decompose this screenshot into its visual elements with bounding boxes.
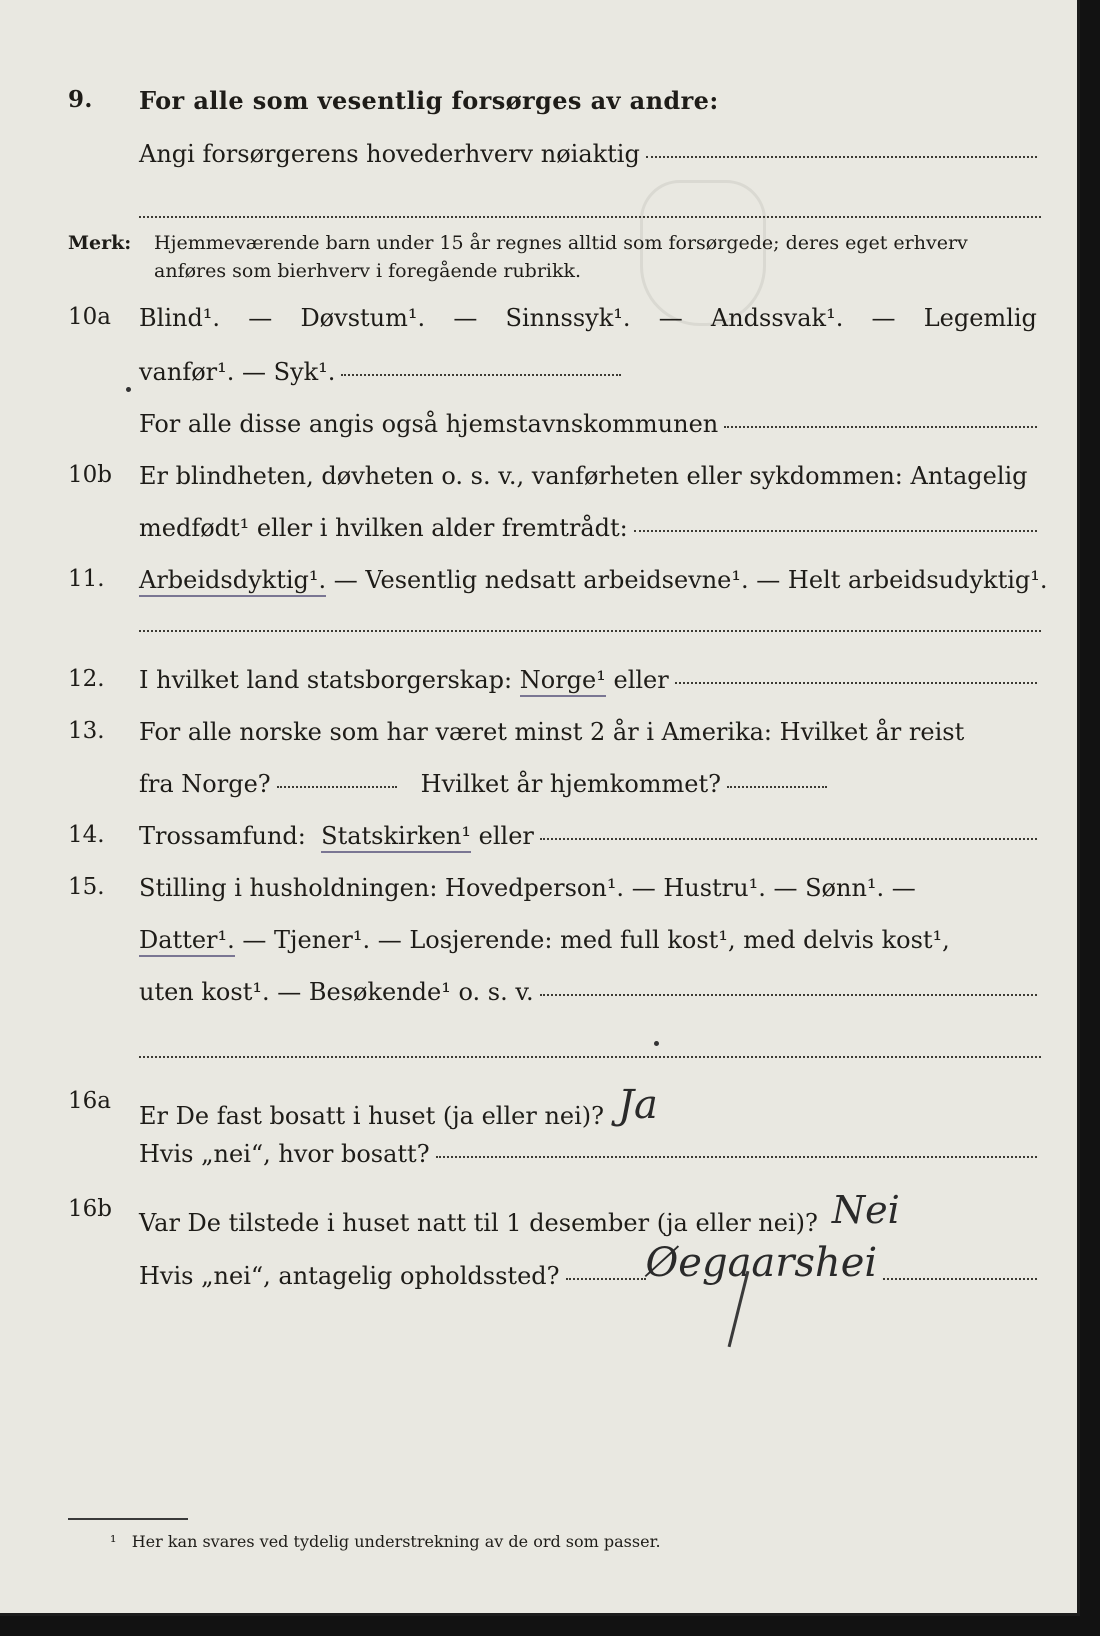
question-text: Angi forsørgerens hovederhverv nøiaktig [139,140,640,168]
question-text: Hvis „nei“, antagelig opholdssted? [139,1262,560,1290]
dash: — [658,304,683,332]
question-number: 15. [68,874,105,900]
ink-dot [654,1041,659,1046]
answer-line[interactable] [139,630,1041,632]
answer-field[interactable] [646,155,1037,158]
question-10b-line2 [0,514,1077,572]
question-text: Hvilket år hjemkommet? [420,770,722,798]
handwritten-answer[interactable]: Øegaarshei [645,1240,878,1286]
question-10a [0,304,1077,362]
question-10a-line3 [0,410,1077,468]
question-9-sub [0,140,1077,198]
footnote [110,1532,661,1551]
option-statskirken[interactable]: Statskirken¹ [321,822,471,853]
question-number: 9. [68,86,93,113]
answer-field[interactable] [540,837,1037,840]
question-10a-line2 [0,358,1077,416]
question-number: 11. [68,566,105,592]
question-text: Er blindheten, døvheten o. s. v., vanførheten eller sykdommen: Antagelig [139,462,1028,490]
question-11 [0,566,1077,624]
question-14 [0,822,1077,880]
question-12 [0,666,1077,724]
option-dovstum[interactable]: Døvstum¹. [300,304,426,332]
question-text: Trossamfund: [139,822,306,850]
question-number: 12. [68,666,105,692]
question-text: For alle norske som har været minst 2 år i Amerika: Hvilket år reist [139,718,965,746]
question-15-line3 [0,978,1077,1036]
question-text: Hvis „nei“, hvor bosatt? [139,1140,430,1168]
option-arbeidsdyktig[interactable]: Arbeidsdyktig¹. [139,566,326,597]
answer-field[interactable] [634,529,1037,532]
handwritten-answer[interactable]: Ja [618,1082,658,1128]
option-blind[interactable]: Blind¹. [139,304,221,332]
question-text: vanfør¹. — Syk¹. [139,358,336,386]
question-text: uten kost¹. — Besøkende¹ o. s. v. [139,978,534,1006]
answer-line[interactable] [139,216,1041,218]
question-13-line2 [0,770,1077,828]
ink-dot [126,387,131,392]
answer-field-reist[interactable] [277,785,397,788]
option-datter[interactable]: Datter¹. [139,926,235,957]
dash: — [453,304,478,332]
handwritten-answer[interactable]: Nei [831,1188,900,1232]
option-norge[interactable]: Norge¹ [520,666,606,697]
question-text: I hvilket land statsborgerskap: [139,666,513,694]
dash: — [871,304,896,332]
option-andssvak[interactable]: Andssvak¹. [710,304,844,332]
question-text: Var De tilstede i huset natt til 1 desember (ja eller nei)? [139,1209,818,1237]
answer-field-hjemkommet[interactable] [727,785,827,788]
answer-field[interactable] [883,1277,1037,1280]
question-15 [0,874,1077,932]
question-16b [0,1188,1077,1254]
option-sinnssyk[interactable]: Sinnssyk¹. [505,304,631,332]
question-16b-line2 [0,1240,1077,1306]
question-text: eller [613,666,669,694]
question-text: For alle disse angis også hjemstavnskommunen [139,410,719,438]
question-text: fra Norge? [139,770,271,798]
question-text: medfødt¹ eller i hvilken alder fremtrådt: [139,514,628,542]
question-number: 13. [68,718,105,744]
question-16a-line2 [0,1140,1077,1198]
question-number: 14. [68,822,105,848]
dash: — [248,304,273,332]
question-text: — Tjener¹. — Losjerende: med full kost¹, med delvis kost¹, [242,926,950,954]
answer-field[interactable] [566,1277,646,1280]
question-10b [0,462,1077,520]
answer-field[interactable] [540,993,1037,996]
answer-line[interactable] [139,1056,1041,1058]
answer-field[interactable] [436,1155,1037,1158]
footnote-rule [68,1518,188,1520]
question-number: 16b [68,1196,112,1222]
question-title: For alle som vesentlig forsørges av andre: [139,86,719,115]
question-text: Stilling i husholdningen: Hovedperson¹. — Hustru¹. — Sønn¹. — [139,874,916,902]
question-text: Er De fast bosatt i huset (ja eller nei)? [139,1102,605,1130]
question-13 [0,718,1077,776]
question-number: 10a [68,304,111,330]
question-9 [0,86,1077,144]
option-legemlig[interactable]: Legemlig [923,304,1037,332]
note-label: Merk: [68,232,132,254]
answer-field[interactable] [724,425,1037,428]
answer-field[interactable] [675,681,1037,684]
question-text: eller [478,822,534,850]
note-line-1: Hjemmeværende barn under 15 år regnes alltid som forsørgede; deres eget erhverv [154,232,968,254]
question-number: 10b [68,462,112,488]
question-number: 16a [68,1088,111,1114]
answer-field[interactable] [341,373,621,376]
footnote-text: Her kan svares ved tydelig understrekning av de ord som passer. [131,1532,661,1551]
question-16a [0,1082,1077,1146]
footnote-mark: ¹ [110,1532,117,1551]
question-text: — Vesentlig nedsatt arbeidsevne¹. — Helt arbeidsudyktig¹. [333,566,1048,594]
question-15-line2 [0,926,1077,984]
note-line-2: anføres som bierhverv i foregående rubrikk. [154,260,582,282]
